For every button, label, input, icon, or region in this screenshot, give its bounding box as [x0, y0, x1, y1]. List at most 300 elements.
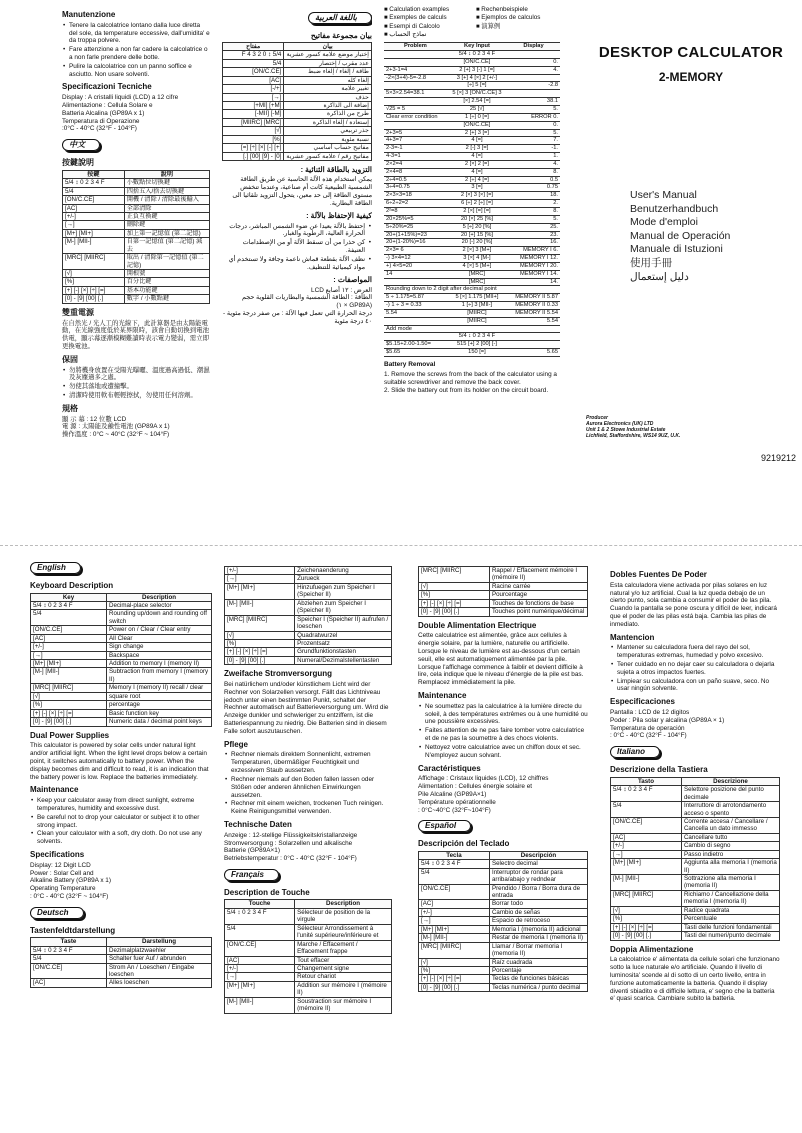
table-row: [384, 207, 560, 215]
column-cover: [586, 6, 796, 534]
table-row: [384, 200, 560, 208]
table-cell: -) 1 ÷ 3 = 0.33: [384, 302, 447, 310]
table-cell: [M+] [MI+]: [611, 859, 682, 875]
table-row: [225, 956, 392, 964]
lang-tag-espanol: Español: [418, 820, 471, 832]
product-code: 9219212: [760, 453, 796, 464]
table-cell: 4 [=]: [447, 137, 507, 145]
table-cell: 20 [-] 20 [%]: [447, 239, 507, 247]
table-cell: 2 [×] [=] [=]: [447, 207, 507, 215]
table-row: [223, 135, 372, 143]
product-subtitle: 2-MEMORY: [658, 70, 724, 85]
table-cell: [507, 333, 560, 341]
table-cell: [M+] [MI+]: [419, 925, 490, 933]
list-item: • 勿將機身放置在受陽光曝曬、溫度過高過低、潮濕及灰塵過多之處。: [62, 367, 210, 383]
table-row: [419, 942, 588, 958]
list-item: • 清潔時使用軟布輕輕擦拭，勿使用任何溶劑。: [62, 392, 210, 400]
list-item: • Mantener su calculadora fuera del rayo del sol, temperaturas extremas, humedad y polvo excesivo.: [610, 644, 780, 660]
table-row: [223, 68, 372, 76]
table-cell: 2×4=8: [384, 168, 447, 176]
table-cell: 5÷20%=25: [384, 223, 447, 231]
table-cell: 全部清除: [124, 204, 209, 212]
text-line: 操作溫度 : 0°C ~ 40°C (32°F ~ 104°F): [62, 431, 170, 439]
chinese-power-text: 在自然光 / 光人工的光線下，此計算器是由太陽能電動，在光線強度低於某界限時，該會自動切換到電池供電，顯示幕逐漸模糊難讀時表示電力變弱，需立即更換電池。: [62, 319, 209, 350]
table-cell: [MRC]: [447, 278, 507, 286]
table-row: [225, 908, 392, 924]
lang-tag-francais: Français: [224, 869, 279, 881]
table-cell: square root: [107, 692, 212, 700]
table-cell: [M-] [MII-]: [419, 934, 490, 942]
column-italian-chinese: [62, 6, 210, 534]
english-power-text: This calculator is powered by solar cells under natural light and/or artificial light. When the light level drops below a certain point, it switches automatically to battery power. When the display becomes dim and difficult to read, it is an indication that the battery power is low. Replace the batteries immediately.: [30, 742, 209, 781]
table-cell: √25 = 5: [384, 106, 447, 114]
list-item: • Be careful not to drop your calculator or subject it to other strong impact.: [30, 814, 212, 830]
table-cell: Schalter fuer Auf / abrunden: [107, 955, 212, 963]
table-row: [419, 591, 588, 599]
table-cell: 20 [+] 15 [%]: [447, 231, 507, 239]
table-cell: 2 [×] 3 [M+]: [447, 247, 507, 255]
table-row: [611, 833, 780, 841]
table-cell: 5/4 ↕ 0 2 3 4 F: [223, 51, 284, 59]
table-row: [31, 963, 212, 979]
table-row: [63, 286, 210, 294]
table-row: [419, 868, 588, 884]
table-row: [384, 51, 560, 59]
table-cell: 5 [×] 1.175 [MII+]: [447, 294, 507, 302]
text-line: Poder : Pila solar y alcalina (GP89A × 1): [610, 716, 725, 724]
table-cell: إضافة الى الذاكرة: [284, 101, 372, 109]
text-line: Betriebstemperatur : 0°C - 40°C (32°F - 104°F): [224, 855, 357, 863]
table-cell: 自第一記憶值 (第二記憶) 減去: [124, 238, 209, 254]
table-cell: [AC]: [31, 634, 107, 642]
table-cell: 16.: [507, 239, 560, 247]
table-cell: $5.65: [384, 349, 447, 357]
table-cell: Subtraction from memory I (memory II): [107, 668, 212, 684]
table-cell: [MIIRC]: [447, 317, 507, 325]
table-row: [384, 98, 560, 106]
table-cell: حذف: [284, 93, 372, 101]
table-cell: 開根號: [124, 270, 209, 278]
table-cell: [√]: [611, 906, 682, 914]
english-keyboard-title: Keyboard Description: [30, 580, 114, 590]
table-cell: Alles loeschen: [107, 979, 212, 987]
table-row: [63, 270, 210, 278]
table-row: [384, 262, 560, 270]
table-cell: [M-] [MII-]: [63, 238, 125, 254]
italian-spec-lines: [62, 94, 210, 133]
table-row: [31, 684, 212, 692]
table-row: [419, 900, 588, 908]
text-line: Anzeige : 12-stellige Flüssigkeitskristallanzeige: [224, 831, 358, 839]
francais-maintenance-title: Maintenance: [418, 691, 467, 701]
table-cell: 2÷4=0.5: [384, 176, 447, 184]
table-row: [384, 106, 560, 114]
table-cell: 20+(1-20%)=16: [384, 239, 447, 247]
table-row: [225, 631, 392, 639]
table-cell: 5×3×2.54=38.1: [384, 90, 447, 98]
table-cell: طرح من الذاكرة: [284, 110, 372, 118]
text-line: ■ Ejemplos de calculos: [476, 14, 560, 22]
table-cell: Strom An / Loeschen / Eingabe loeschen: [107, 963, 212, 979]
table-cell: Dezimalplatzwaehler: [107, 946, 212, 954]
table-row: [31, 660, 212, 668]
table-cell: 4.: [507, 160, 560, 168]
text-line: : 0°C~40°C (32°F~104°F): [418, 806, 491, 814]
table-cell: Prozentsatz: [295, 639, 392, 647]
deutsch-care-title: Pflege: [224, 739, 249, 749]
table-row: [384, 294, 560, 302]
chinese-power-title: 雙重電源: [62, 307, 94, 317]
table-cell: 3÷4=0.75: [384, 184, 447, 192]
table-cell: [+/-]: [225, 964, 295, 972]
table-cell: Pourcentage: [489, 591, 587, 599]
table-cell: 14: [384, 270, 447, 278]
table-cell: 7.: [507, 137, 560, 145]
addmode-label: Add mode: [384, 325, 560, 333]
table-row: [611, 850, 780, 858]
table-cell: [0] - [9] [00] [.]: [223, 152, 284, 160]
table-cell: 8.: [507, 168, 560, 176]
table-row: [223, 127, 372, 135]
column-arabic: [222, 6, 372, 534]
text-line: Operating Temperature: [30, 885, 96, 893]
table-cell: [√]: [419, 958, 490, 966]
examples-legend: [384, 6, 560, 39]
table-cell: 2 [÷] 4 [=]: [447, 176, 507, 184]
table-cell: [+/-]: [419, 908, 490, 916]
table-cell: [0] - [9] [00] [.]: [419, 983, 490, 991]
table-cell: [M+] [MI+]: [223, 101, 284, 109]
table-row: [223, 85, 372, 93]
table-cell: 3 [×] 4 [M-]: [447, 255, 507, 263]
table-cell: 3 [=]: [447, 184, 507, 192]
table-row: [384, 231, 560, 239]
espanol-key-table: [418, 851, 588, 992]
table-cell: Passo indietro: [681, 850, 779, 858]
table-cell: تغيير علامة: [284, 85, 372, 93]
table-row: [384, 168, 560, 176]
table-cell: Basic function key: [107, 709, 212, 717]
table-cell: 38.1: [507, 98, 560, 106]
table-cell: نسبة مئوية: [284, 135, 372, 143]
text-line: Alimentation : Cellules énergie solaire et: [418, 783, 533, 791]
espanol-power-text: Esta calculadora viene activada por pilas solares en luz natural y/o luz artificial. Cual la luz queda debajo de un cierto punto, sola cambia a consumir el poder de las pila. Cuando la pantalla se pone oscura y difícil de leer, indicará que el poder de las pilas está baja. Cambia las pilas de inmediato.: [610, 581, 777, 628]
text-line: Display : A cristalli liquidi (LCD) a 12 cifre: [62, 94, 179, 102]
table-row: [384, 66, 560, 74]
table-cell: [ON/C.CE]: [447, 58, 507, 66]
table-header: Descrizione: [681, 777, 779, 785]
chinese-spec-title: 規格: [62, 403, 78, 413]
table-cell: [%]: [225, 639, 295, 647]
table-row: [223, 110, 372, 118]
table-row: [384, 184, 560, 192]
table-cell: MEMORY I 12.: [507, 255, 560, 263]
table-cell: Abziehen zum Speicher I (Speicher II): [295, 599, 392, 615]
table-cell: مفاتيح حساب أساسي: [284, 144, 372, 152]
table-cell: 取出 / 清除第一記憶值 (第二記憶): [124, 254, 209, 270]
table-row: [419, 983, 588, 991]
table-cell: [%]: [419, 591, 490, 599]
table-cell: [MRC] [MIIRC]: [31, 684, 107, 692]
table-row: [225, 940, 392, 956]
table-cell: 5/4 ↕ 0 2 3 4 F: [225, 908, 295, 924]
table-cell: Tasti dei numeri/punto decimale: [681, 932, 779, 940]
espanol-spec-title: Especificaciones: [610, 697, 675, 707]
table-row: [31, 709, 212, 717]
table-cell: 5 ÷ 1.175=5.87: [384, 294, 447, 302]
table-cell: Memory I (memory II) recall / clear: [107, 684, 212, 692]
rounding-label: Rounding down to 2 digit after decimal point: [384, 286, 560, 294]
italiano-keyboard-title: Descrizione della Tastiera: [610, 765, 708, 774]
text-line: Power : Solar Cell and: [30, 869, 94, 877]
table-row: [31, 692, 212, 700]
table-cell: 百分比鍵: [124, 278, 209, 286]
deutsch-key-table-a: [30, 937, 212, 988]
table-cell: [384, 121, 447, 129]
text-line: Batteria Alcalina (GP89A x 1): [62, 109, 145, 117]
table-row: [384, 82, 560, 90]
english-maintenance-title: Maintenance: [30, 785, 79, 795]
table-cell: 5.: [507, 215, 560, 223]
table-cell: [0] - [9] [00] [.]: [419, 608, 490, 616]
lang-tag-italiano: Italiano: [610, 746, 660, 758]
table-cell: [+/-]: [63, 212, 125, 220]
list-item: • Clean your calculator with a soft, dry cloth. Do not use any solvents.: [30, 830, 212, 846]
table-cell: Grundfunktionstasten: [295, 648, 392, 656]
arabic-care-list: [222, 223, 372, 272]
table-cell: [0] - [9] [00] [.]: [63, 295, 125, 303]
table-cell: [507, 74, 560, 82]
table-cell: [0] - [9] [00] [.]: [225, 656, 295, 664]
table-cell: +) 4×5=20: [384, 262, 447, 270]
table-cell: Teclas numérica / punto decimal: [489, 983, 587, 991]
deutsch-spec-title: Technische Daten: [224, 819, 292, 829]
table-cell: إختيار موضع علامة كسور عشرية: [284, 51, 372, 59]
table-cell: [√]: [223, 127, 284, 135]
lang-tag-arabic: باللغة العربية: [308, 12, 372, 24]
table-row: [611, 906, 780, 914]
table-row: [384, 90, 560, 98]
text-line: 2. Slide the battery out from its holder on the circuit board.: [384, 386, 549, 394]
table-cell: [√]: [225, 631, 295, 639]
table-cell: [AC]: [225, 956, 295, 964]
table-row: [63, 254, 210, 270]
table-cell: Hinzufuegen zum Speicher I (Speicher II): [295, 583, 392, 599]
table-row: [384, 192, 560, 200]
table-row: [419, 567, 588, 583]
text-line: ■ Calculation examples: [384, 6, 468, 14]
table-row: [63, 238, 210, 254]
francais-key-table-a: [224, 899, 392, 1013]
table-row: [31, 626, 212, 634]
table-cell: 2-3=-1: [384, 145, 447, 153]
table-cell: 四捨五入/捨去切換鍵: [124, 187, 209, 195]
deutsch-keyboard-title: Tastenfeldtdarstellung: [30, 925, 116, 935]
table-row: [384, 129, 560, 137]
table-cell: [→]: [223, 93, 284, 101]
list-item: • إحتفظ بالآلة بعيدا عن ضوء الشمس المباشر، درجات الحرارة العالية، الرطوبة والغبار.: [222, 223, 372, 239]
table-header: Descripción: [489, 851, 587, 859]
table-row: [384, 113, 560, 121]
table-cell: 2+3-1=4: [384, 66, 447, 74]
table-row: [384, 341, 560, 349]
table-cell: Porcentaje: [489, 966, 587, 974]
table-cell: Memoria I (memoria II) adicional: [489, 925, 587, 933]
table-cell: [MRC] [MIIRC]: [223, 118, 284, 126]
table-row: [223, 93, 372, 101]
francais-maintenance-list: [418, 703, 588, 760]
table-cell: Interruttore di arrotondamento acceso o spento: [681, 802, 779, 818]
list-item: • Faites attention de ne pas faire tomber votre calculatrice et de ne pas la soumettre à des chocs violents.: [418, 727, 588, 743]
table-cell: إلغاء كله: [284, 76, 372, 84]
table-cell: 3 [+] 4 [×] 2 [+/-]: [447, 74, 507, 82]
list-item: • Rechner mit einem weichen, trockenen Tuch reinigen. Keine Reinigungsmittel verwenden.: [224, 800, 392, 816]
text-line: Stromversorgung : Solarzellen und alkalische: [224, 839, 353, 847]
table-row: [611, 859, 780, 875]
table-row: [223, 144, 372, 152]
table-cell: [384, 98, 447, 106]
column-examples: [384, 6, 560, 534]
table-cell: [ON/C.CE]: [31, 963, 107, 979]
text-line: : 0°C - 40°C (32°F - 104°F): [610, 732, 687, 740]
table-row: [419, 884, 588, 900]
table-header: Key: [31, 593, 107, 601]
table-header: مفتاح: [223, 42, 284, 50]
table-cell: [→]: [419, 917, 490, 925]
table-cell: [507, 341, 560, 349]
table-cell: Zurueck: [295, 575, 392, 583]
francais-keyboard-title: Description de Touche: [224, 887, 310, 897]
table-cell: Clear error condition: [384, 113, 447, 121]
text-line: العرض : ١٢ أصابع LCD: [311, 286, 372, 294]
table-row: [31, 718, 212, 726]
table-cell: [%]: [611, 915, 682, 923]
list-item: • Limpiear su calculadora con un paño suave, seco. No usar ningún solvente.: [610, 678, 780, 694]
deutsch-spec-lines: [224, 832, 392, 863]
table-cell: 5/4 ↕ 0 2 3 4 F: [447, 51, 507, 59]
table-row: [225, 567, 392, 575]
table-cell: [M+] [MI+]: [63, 229, 125, 237]
table-cell: -2.8: [507, 82, 560, 90]
table-cell: 6÷2÷2=2: [384, 200, 447, 208]
table-cell: Changement signe: [295, 964, 392, 972]
table-cell: 1.: [507, 153, 560, 161]
table-cell: MEMORY I 6.: [507, 247, 560, 255]
table-cell: 25.: [507, 223, 560, 231]
text-line: Pile Alcaline (GP89A×1): [418, 790, 487, 798]
column-espanol-italiano: [610, 566, 780, 1128]
table-cell: 加上第一記憶值 (第二記憶): [124, 229, 209, 237]
table-cell: ERROR 0.: [507, 113, 560, 121]
table-row: [419, 966, 588, 974]
table-row: [384, 145, 560, 153]
table-row: [611, 786, 780, 802]
list-item: • Ne soumettez pas la calculatrice à la lumière directe du soleil, à des températures extrêmes ou à une humidité ou une poussière excessives.: [418, 703, 588, 726]
table-cell: [M+] [MI+]: [31, 660, 107, 668]
table-cell: [%]: [223, 135, 284, 143]
text-line: 1. Remove the screws from the back of the calculator using a suitable screwdriver and remove the back cover.: [384, 370, 557, 386]
table-cell: Cambio de señas: [489, 908, 587, 916]
table-cell: 2 [×] 3 [×] [=]: [447, 192, 507, 200]
table-row: [63, 278, 210, 286]
table-row: [384, 137, 560, 145]
francais-power-text: Cette calculatrice est alimentée, grâce aux cellules à énergie solaire, par la lumière, naturelle ou artificielle. Lorsque le niveau de lumière est au-dessous d'un certain seuil, elle est automatiquement alimentée par la pile. Lorsque l'affichage commence à faiblir et devient difficile à lire, cela indique que le niveau d'énergie de la pile est bas. Remplacez immédiatement la pile.: [418, 632, 584, 687]
table-cell: Raíz cuadrada: [489, 958, 587, 966]
table-cell: 5/4: [611, 802, 682, 818]
fold-line: [0, 545, 802, 546]
table-row: [419, 975, 588, 983]
table-cell: [384, 333, 447, 341]
table-cell: 2²=8: [384, 207, 447, 215]
table-row: [384, 309, 560, 317]
table-row: [419, 917, 588, 925]
table-cell: [+] [-] [×] [÷] [=]: [63, 286, 125, 294]
table-row: [384, 247, 560, 255]
text-line: Display: 12 Digit LCD: [30, 861, 91, 869]
table-row: [384, 270, 560, 278]
table-cell: [0] - [9] [00] [.]: [31, 718, 107, 726]
table-cell: 2 [×] 2 [=]: [447, 160, 507, 168]
table-cell: [AC]: [31, 979, 107, 987]
table-cell: 5/4: [419, 868, 490, 884]
english-maintenance-list: [30, 797, 212, 846]
table-cell: Sign change: [107, 643, 212, 651]
table-cell: [ON/C.CE]: [223, 68, 284, 76]
table-cell: 4+3=7: [384, 137, 447, 145]
table-cell: [→]: [611, 850, 682, 858]
text-line: ■ 演算例: [476, 23, 560, 31]
table-row: [384, 349, 560, 357]
table-cell: 4 [=]: [447, 153, 507, 161]
table-row: [384, 255, 560, 263]
table-cell: [MRC] [MIIRC]: [611, 890, 682, 906]
table-row: [611, 817, 780, 833]
table-cell: [0] - [9] [00] [.]: [611, 932, 682, 940]
table-cell: [ON/C.CE]: [225, 940, 295, 956]
table-cell: 2 [+] 3 [-] 1 [=]: [447, 66, 507, 74]
espanol-keyboard-title: Descripción del Teclado: [418, 839, 510, 849]
table-header: Key Input: [447, 43, 507, 51]
chinese-spec-lines: [62, 416, 210, 439]
table-cell: 0.5: [507, 176, 560, 184]
table-cell: Percentuale: [681, 915, 779, 923]
chinese-care-list: [62, 367, 210, 400]
english-key-table: [30, 593, 212, 727]
table-cell: MEMORY II 5.87: [507, 294, 560, 302]
list-item: • 勿使其落地或遭撞擊。: [62, 383, 210, 391]
arabic-spec-title: المواصفات :: [333, 275, 372, 285]
table-cell: [÷] 5 [=]: [447, 82, 507, 90]
table-cell: Addition sur mémoire I (mémoire II): [295, 981, 392, 997]
table-cell: [AC]: [223, 76, 284, 84]
table-cell: Prendido / Borra / Borra dura de entrada: [489, 884, 587, 900]
table-cell: Llamar / Borrar memoria I (memoria II): [489, 942, 587, 958]
francais-spec-title: Caractéristiques: [418, 763, 481, 773]
table-row: [31, 946, 212, 954]
table-cell: [×] 2.54 [=]: [447, 98, 507, 106]
table-cell: 0.: [507, 58, 560, 66]
table-header: Description: [107, 593, 212, 601]
table-cell: [+] [-] [×] [÷] [=]: [225, 648, 295, 656]
text-line: Manuale di Istuzioni: [630, 243, 723, 256]
francais-power-title: Double Alimentation Electrique: [418, 620, 537, 630]
table-cell: 刪除鍵: [124, 221, 209, 229]
list-item: • Nettoyez votre calculatrice avec un chiffon doux et sec. N'employez aucun solvant.: [418, 744, 588, 760]
espanol-power-title: Dobles Fuentes De Poder: [610, 570, 707, 579]
table-cell: [ON/C.CE]: [447, 121, 507, 129]
table-cell: Racine carrée: [489, 582, 587, 590]
table-row: [611, 890, 780, 906]
